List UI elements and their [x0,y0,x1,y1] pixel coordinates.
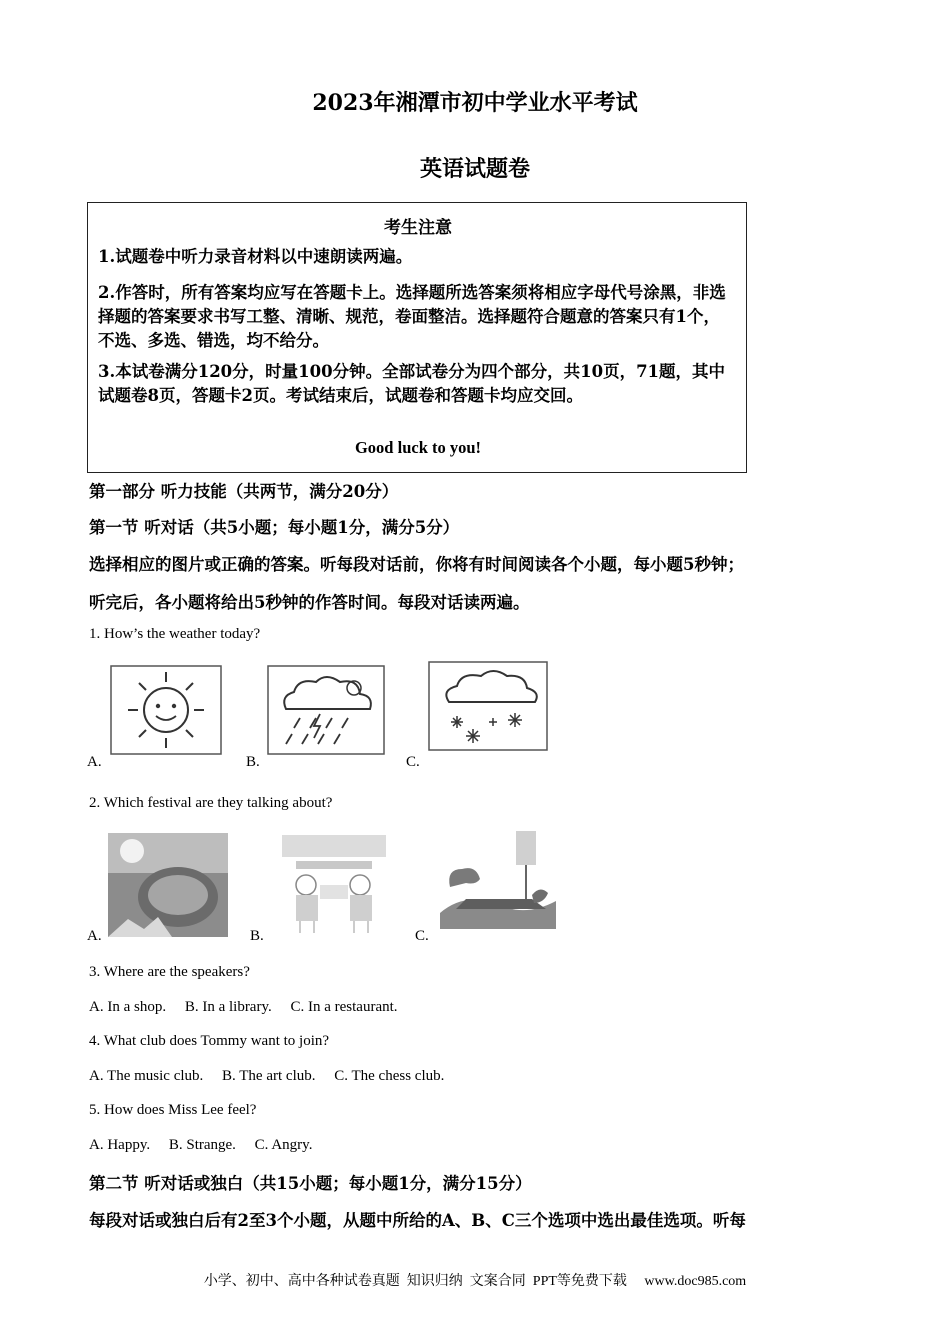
question-3: 3. Where are the speakers? [89,964,250,980]
question-5-options: A. Happy. B. Strange. C. Angry. [89,1137,313,1153]
notice-box [87,202,747,473]
question-4: 4. What club does Tommy want to join? [89,1033,330,1049]
dragon-boat-festival-image [436,829,560,933]
q2-option-c: C. [415,928,429,944]
q2-option-a: A. [87,928,102,944]
question-4-options: A. The music club. B. The art club. C. The chess club. [89,1068,445,1084]
section1-instructions-1: 选择相应的图片或正确的答案。听每段对话前，你将有时间阅读各个小题，每小题5秒钟； [89,555,744,574]
mid-autumn-festival-image [108,833,228,937]
question-3-options: A. In a shop. B. In a library. C. In a restaurant. [89,999,398,1015]
question-5: 5. How does Miss Lee feel? [89,1102,257,1118]
question-1: 1. How’s the weather today? [89,626,261,642]
question-2: 2. Which festival are they talking about? [89,795,333,811]
q1-option-a: A. [87,754,102,770]
notice-item-2: 2.作答时，所有答案均应写在答题卡上。选择题所选答案须将相应字母代号涂黑，非选择题的答案要求书写工整、清晰、规范，卷面整洁。选择题符合题意的答案只有1个，不选、多选、错选，均不给分。 [98,283,726,350]
section2-instructions: 每段对话或独白后有2至3个小题，从题中所给的A、B、C三个选项中选出最佳选项。听每 [89,1211,746,1230]
exam-title: 2023年湘潭市初中学业水平考试 [312,90,638,116]
section1-instructions-2: 听完后，各小题将给出5秒钟的作答时间。每段对话读两遍。 [89,593,530,612]
spring-festival-image [276,833,392,937]
page-footer: 小学、初中、高中各种试卷真题 知识归纳 文案合同 PPT等免费下载 www.doc985.com [203,1274,747,1289]
q2-option-b: B. [250,928,264,944]
rain-cloud-icon [266,664,386,756]
section2-heading: 第二节 听对话或独白（共15小题；每小题1分，满分15分） [89,1174,532,1193]
q1-option-c: C. [406,754,420,770]
q1-option-b: B. [246,754,260,770]
part1-heading: 第一部分 听力技能（共两节，满分20分） [89,482,399,501]
notice-item-3: 3.本试卷满分120分，时量100分钟。全部试卷分为四个部分，共10页，71题，其中试题卷8页，答题卡2页。考试结束后，试题卷和答题卡均应交回。 [98,362,726,405]
snow-cloud-icon [427,660,549,752]
exam-subtitle: 英语试题卷 [419,156,530,182]
sun-icon [109,664,223,756]
notice-item-1: 1.试题卷中听力录音材料以中速朗读两遍。 [98,247,413,266]
notice-heading: 考生注意 [384,218,452,238]
notice-closing: Good luck to you! [354,438,482,457]
section1-heading: 第一节 听对话（共5小题；每小题1分，满分5分） [89,518,460,537]
